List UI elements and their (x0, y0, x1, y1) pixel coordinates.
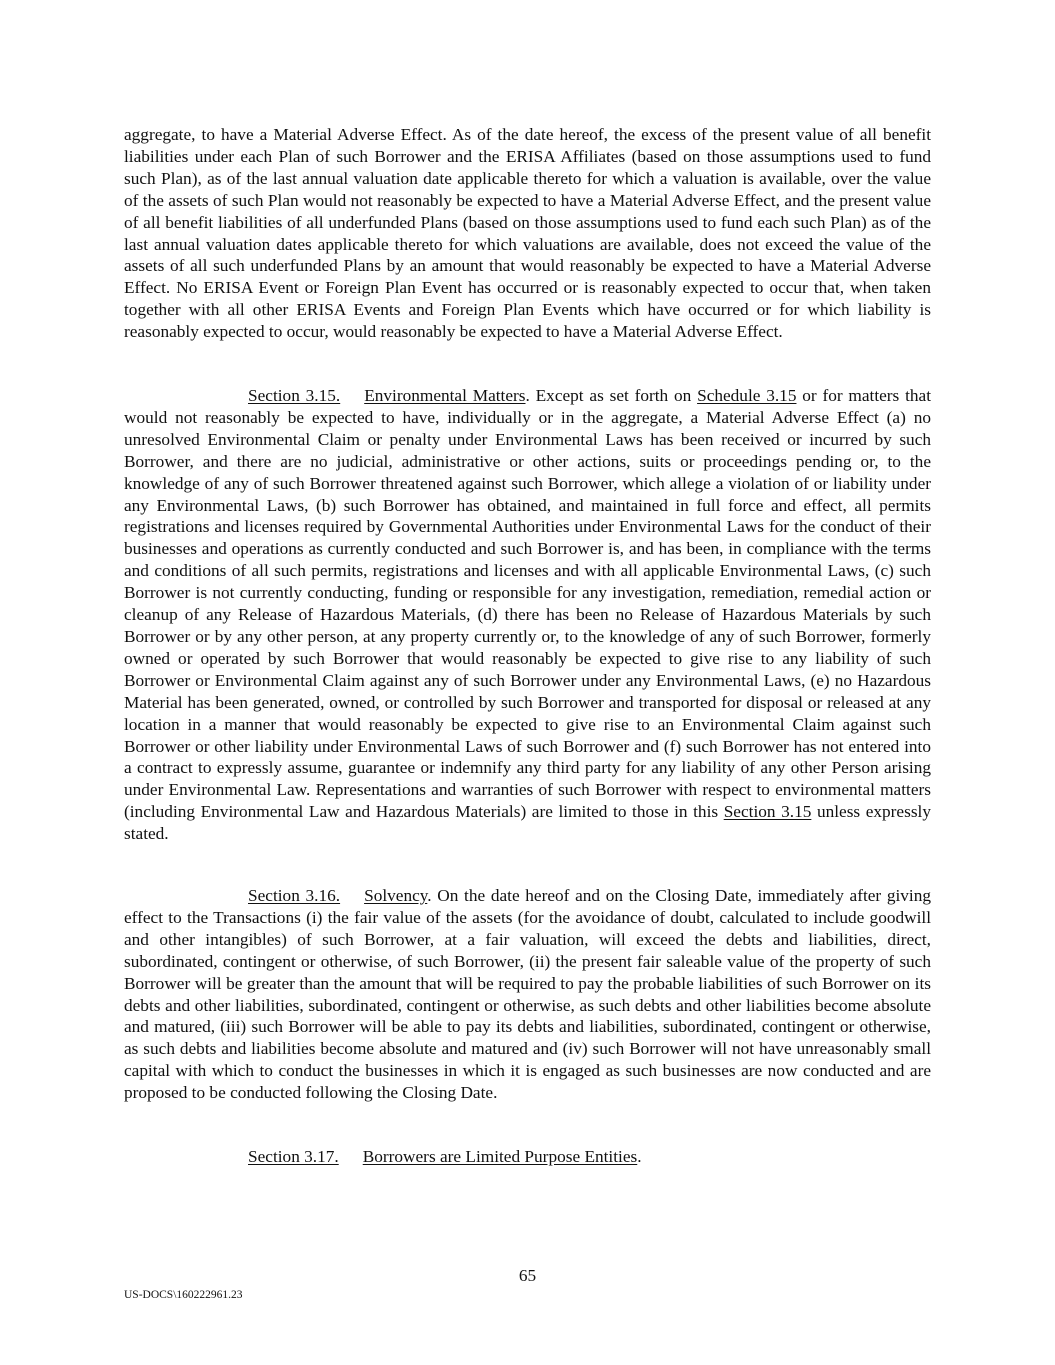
section-3-16-heading: Solvency (364, 886, 428, 905)
section-3-15-reference: Section 3.15 (723, 802, 812, 822)
schedule-3-15-reference: Schedule 3.15 (697, 386, 797, 405)
section-3-17-heading-punct: . (637, 1147, 642, 1166)
section-3-17-heading: Borrowers are Limited Purpose Entities (362, 1147, 638, 1166)
section-3-15-number: Section 3.15. (248, 386, 341, 405)
section-3-16-body-text: On the date hereof and on the Closing Date, immediately after giving effect to the Transactions (i) the fair value of the assets (for the avoidance of doubt, calculated to include goodwill and other intangibles) of such Borrower, at a fair valuation, will exceed the debts and liabilities, direct, subordinated, contingent or otherwise, of such Borrower, (ii) the present fair saleable value of the property of such Borrower will be greater than the amount that will be required to pay the probable liabilities of such Borrower on its debts and other liabilities, subordinated, contingent or otherwise, as such debts and other liabilities become absolute and matured, (iii) such Borrower will be able to pay its debts and liabilities, subordinated, contingent or otherwise, as such debts and liabilities become absolute and matured and (iv) such Borrower will not have unreasonably small capital with which to conduct the businesses in which it is engaged as such businesses are now conducted and are proposed to be conducted following the Closing Date. (124, 886, 931, 1103)
section-3-15-body-text: or for matters that would not reasonably be expected to have, individually or in the aggregate, a Material Adverse Effect (a) no unresolved Environmental Claim or penalty under Environmental Laws has been received or incurred by such Borrower, and there are no judicial, administrative or other actions, suits or proceedings pending or, to the knowledge of any of such Borrower threatened against such Borrower, which allege a violation of or liability under any Environmental Laws, (b) such Borrower has obtained, and maintained in full force and effect, all permits registrations and licenses required by Governmental Authorities under Environmental Laws for the conduct of their businesses and operations as currently conducted and such Borrower is, and has been, in compliance with the terms and conditions of all such permits, registrations and licenses and with all applicable Environmental Laws, (c) such Borrower is not currently conducting, funding or responsible for any investigation, remediation, remedial action or cleanup of any Release of Hazardous Materials, (d) there has been no Release of Hazardous Materials by such Borrower or by any other person, at any property currently or, to the knowledge of any of such Borrower, formerly owned or operated by such Borrower that would reasonably be expected to give rise to any liability of such Borrower or Environmental Claim against any of such Borrower under any Environmental Laws, (e) no Hazardous Material has been generated, owned, or controlled by such Borrower and transported for disposal or released at any location in a manner that would reasonably be expected to give rise to an Environmental Claim against such Borrower or other liability under Environmental Laws of such Borrower and (f) such Borrower has not entered into a contract to expressly assume, guarantee or indemnify any third party for any liability of any other Person arising under Environmental Law. Representations and warranties of such Borrower with respect to environmental matters (including Environmental Law and Hazardous Materials) are limited to those in this (124, 386, 931, 822)
section-3-16-heading-punct: . (427, 886, 432, 905)
continued-paragraph: aggregate, to have a Material Adverse Effect. As of the date hereof, the excess of the present value of all benefit liabilities under each Plan of such Borrower and the ERISA Affiliates (based on those assumptions used to fund such Plan), as of the last annual valuation date applicable thereto for which a valuation is available, over the value of the assets of such Plan would not reasonably be expected to have a Material Adverse Effect, and the present value of all benefit liabilities of all underfunded Plans (based on those assumptions used to fund each such Plan) as of the last annual valuation dates applicable thereto for which valuations are available, does not exceed the value of the assets of all such underfunded Plans by an amount that would reasonably be expected to have a Material Adverse Effect. No ERISA Event or Foreign Plan Event has occurred or is reasonably expected to occur that, when taken together with all other ERISA Events and Foreign Plan Events which have occurred or for which liability is reasonably expected to occur, would reasonably be expected to have a Material Adverse Effect. (124, 125, 931, 342)
page-number: 65 (518, 1266, 537, 1285)
section-3-16-number: Section 3.16. (248, 886, 341, 905)
section-3-15-heading: Environmental Matters (364, 386, 526, 405)
section-3-15-intro-text: Except as set forth on (529, 386, 698, 405)
document-id: US-DOCS\160222961.23 (124, 1289, 243, 1301)
section-3-15-paragraph (124, 385, 931, 845)
section-3-17-paragraph (124, 1146, 931, 1168)
section-3-15-heading-punct: . (525, 386, 530, 405)
section-3-17-number: Section 3.17. (248, 1147, 339, 1166)
section-3-16-paragraph (124, 885, 931, 1104)
section-3-15-closing-text: unless expressly stated. (124, 802, 931, 844)
